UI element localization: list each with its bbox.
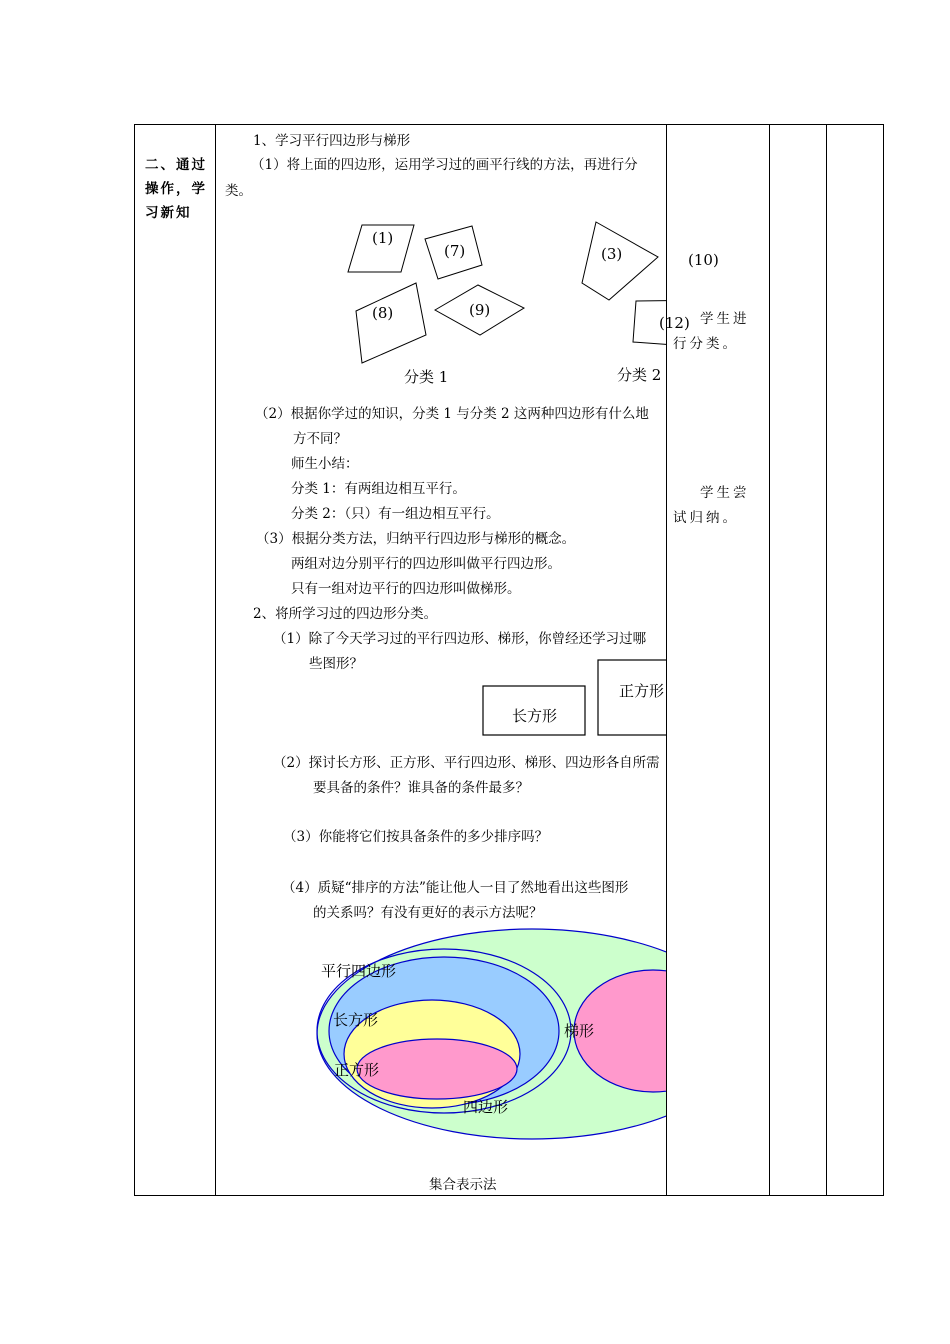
shape-10-label: (10) (688, 251, 719, 269)
shape-3-label: (3) (601, 245, 623, 263)
group1-label: 分类 1 (404, 368, 449, 386)
summary-category1: 分类 1：有两组边相互平行。 (291, 481, 466, 497)
question2-line2: 方不同？ (293, 431, 347, 447)
question3: （3）根据分类方法，归纳平行四边形与梯形的概念。 (256, 531, 576, 547)
shape-8-label: (8) (372, 304, 394, 322)
venn-quadrilateral-label: 四边形 (463, 1098, 509, 1116)
student-activity-cell (667, 125, 770, 1196)
step1-line2: 类。 (225, 183, 252, 199)
content-figures (216, 125, 666, 1195)
section1-heading: 1、学习平行四边形与梯形 (253, 133, 411, 149)
note-classify: 学生进行分类。 (673, 311, 750, 352)
section2-heading: 2、将所学习过的四边形分类。 (253, 606, 438, 622)
section2-q3: （3）你能将它们按具备条件的多少排序吗？ (283, 829, 549, 845)
venn-rectangle-label: 长方形 (333, 1011, 379, 1029)
section2-q4-line2: 的关系吗？有没有更好的表示方法呢？ (313, 905, 543, 921)
summary-title: 师生小结： (291, 456, 359, 472)
summary-category2: 分类 2：（只）有一组边相互平行。 (291, 506, 500, 522)
venn-square-set (357, 1039, 517, 1099)
shape-8-quadrilateral (356, 283, 426, 363)
blank-column-2 (827, 125, 884, 1196)
section2-q1-line1: （1）除了今天学习过的平行四边形、梯形，你曾经还学习过哪 (273, 631, 647, 647)
venn-caption: 集合表示法 (429, 1177, 497, 1193)
shape-7-label: (7) (444, 242, 466, 260)
stage-title: 二、通过操作，学习新知 (145, 157, 207, 221)
rectangle-label: 长方形 (512, 707, 558, 725)
question2-line1: （2）根据你学过的知识，分类 1 与分类 2 这两种四边形有什么地 (255, 406, 649, 422)
definition-trapezoid: 只有一组对边平行的四边形叫做梯形。 (291, 581, 521, 597)
note-induce: 学生尝试归纳。 (673, 485, 750, 526)
group2-label: 分类 2 (617, 366, 662, 384)
blank-column-1 (770, 125, 827, 1196)
square-label: 正方形 (619, 682, 665, 700)
shape-9-label: (9) (469, 301, 491, 319)
section2-q4-line1: （4）质疑“排序的方法”能让他人一目了然地看出这些图形 (282, 880, 629, 896)
step1-line1: （1）将上面的四边形，运用学习过的画平行线的方法，再进行分 (251, 157, 638, 173)
stage-cell (135, 125, 216, 1196)
venn-square-label: 正方形 (334, 1061, 380, 1079)
venn-parallelogram-label: 平行四边形 (321, 962, 397, 980)
venn-trapezoid-label: 梯形 (564, 1022, 595, 1040)
shape-1-label: (1) (372, 229, 394, 247)
shape-12-label: (12) (659, 314, 690, 332)
section2-q2-line1: （2）探讨长方形、正方形、平行四边形、梯形、四边形各自所需 (273, 755, 660, 771)
section2-q1-line2: 些图形？ (309, 656, 363, 672)
lesson-table (134, 124, 884, 1196)
definition-parallelogram: 两组对边分别平行的四边形叫做平行四边形。 (291, 556, 561, 572)
section2-q2-line2: 要具备的条件？谁具备的条件最多？ (313, 780, 529, 796)
